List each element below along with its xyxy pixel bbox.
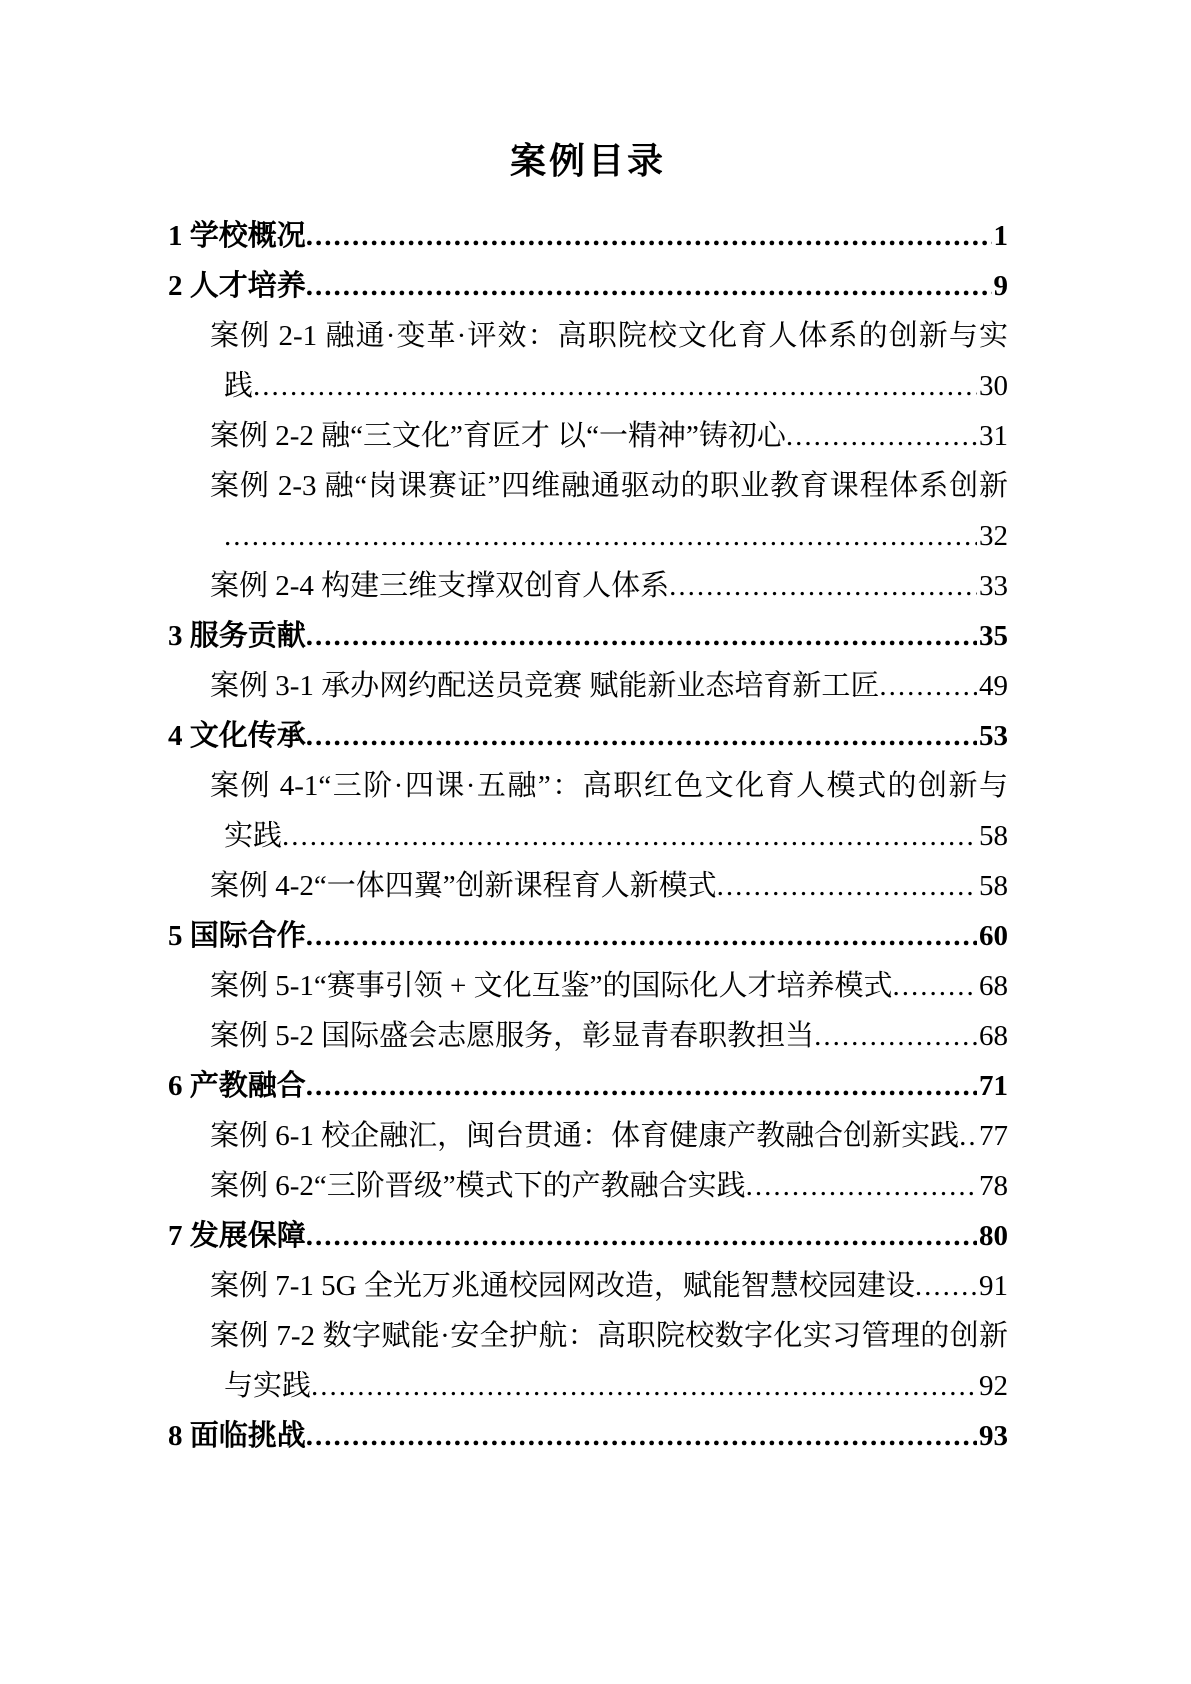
dot-leader xyxy=(224,511,977,561)
toc-entry-text: 案例 5-2 国际盛会志愿服务，彰显青春职教担当 xyxy=(210,1020,815,1053)
toc-entry-text: 案例 2-3 融“岗课赛证”四维融通驱动的职业教育课程体系创新 xyxy=(210,470,1008,503)
toc-entry-row xyxy=(168,1011,1008,1061)
toc-entry-text: 案例 2-4 构建三维支撑双创育人体系 xyxy=(210,570,670,603)
dot-leader xyxy=(814,1011,977,1061)
dot-leader xyxy=(959,1111,977,1161)
toc xyxy=(168,211,1008,1461)
toc-entry-text: 案例 2-2 融“三文化”育匠才 以“一精神”铸初心 xyxy=(210,420,786,453)
dot-leader xyxy=(879,661,977,711)
dot-leader xyxy=(253,361,977,411)
toc-entry-5[interactable] xyxy=(168,911,1008,961)
toc-entry-text: 案例 4-1“三阶·四课·五融”：高职红色文化育人模式的创新与 xyxy=(210,770,1008,803)
toc-entry-6-1[interactable] xyxy=(168,1111,1008,1161)
page-number: 33 xyxy=(979,570,1008,603)
page-title: 案例目录 xyxy=(509,141,666,181)
page-number: 53 xyxy=(979,720,1008,753)
page-number: 68 xyxy=(979,1020,1008,1053)
toc-entry-row xyxy=(168,1411,1008,1461)
dot-leader xyxy=(306,1061,977,1111)
toc-entry-text: 3 服务贡献 xyxy=(168,620,306,653)
page-number: 58 xyxy=(979,820,1008,853)
dot-leader xyxy=(893,961,977,1011)
dot-leader xyxy=(306,211,992,261)
toc-entry-text: 5 国际合作 xyxy=(168,920,306,953)
toc-entry-row xyxy=(168,911,1008,961)
toc-entry-2[interactable] xyxy=(168,261,1008,311)
page-number: 32 xyxy=(979,520,1008,553)
toc-entry-text: 1 学校概况 xyxy=(168,220,306,253)
toc-entry-text: 2 人才培养 xyxy=(168,270,306,303)
page-number: 35 xyxy=(979,620,1008,653)
toc-entry-row xyxy=(168,211,1008,261)
toc-entry-7-1[interactable] xyxy=(168,1261,1008,1311)
toc-entry-7[interactable] xyxy=(168,1211,1008,1261)
page-number: 78 xyxy=(979,1170,1008,1203)
page-number: 49 xyxy=(979,670,1008,703)
toc-entry-row xyxy=(168,1161,1008,1211)
toc-entry-row xyxy=(168,961,1008,1011)
toc-entry-text: 案例 6-1 校企融汇，闽台贯通：体育健康产教融合创新实践 xyxy=(210,1120,960,1153)
toc-entry-8[interactable] xyxy=(168,1411,1008,1461)
dot-leader xyxy=(311,1361,977,1411)
dot-leader xyxy=(746,1161,977,1211)
toc-entry-4[interactable] xyxy=(168,711,1008,761)
toc-entry-6-2[interactable] xyxy=(168,1161,1008,1211)
toc-entry-text: 4 文化传承 xyxy=(168,720,306,753)
toc-entry-text: 8 面临挑战 xyxy=(168,1420,306,1453)
toc-entry-row xyxy=(168,711,1008,761)
toc-entry-1[interactable] xyxy=(168,211,1008,261)
toc-entry-3[interactable] xyxy=(168,611,1008,661)
toc-entry-row xyxy=(168,261,1008,311)
toc-entry-row xyxy=(168,411,1008,461)
page-number: 68 xyxy=(979,970,1008,1003)
page-number: 1 xyxy=(993,220,1008,253)
toc-entry-row xyxy=(168,561,1008,611)
toc-entry-row xyxy=(168,611,1008,661)
dot-leader xyxy=(717,861,977,911)
dot-leader xyxy=(306,911,977,961)
toc-entry-3-1[interactable] xyxy=(168,661,1008,711)
page-number: 9 xyxy=(993,270,1008,303)
page-number: 71 xyxy=(979,1070,1008,1103)
dot-leader xyxy=(306,261,992,311)
page-number: 31 xyxy=(979,420,1008,453)
toc-entry-row xyxy=(168,1061,1008,1111)
dot-leader xyxy=(306,611,977,661)
toc-entry-2-1[interactable] xyxy=(168,311,1008,411)
toc-entry-row xyxy=(168,361,1008,411)
toc-entry-text: 7 发展保障 xyxy=(168,1220,306,1253)
toc-entry-text: 案例 3-1 承办网约配送员竞赛 赋能新业态培育新工匠 xyxy=(210,670,880,703)
toc-entry-text: 案例 2-1 融通·变革·评效：高职院校文化育人体系的创新与实 xyxy=(210,320,1008,353)
toc-entry-5-2[interactable] xyxy=(168,1011,1008,1061)
toc-entry-text: 实践 xyxy=(224,820,283,853)
dot-leader xyxy=(306,1411,977,1461)
toc-entry-2-3[interactable] xyxy=(168,461,1008,561)
toc-entry-text: 案例 6-2“三阶晋级”模式下的产教融合实践 xyxy=(210,1170,746,1203)
toc-entry-6[interactable] xyxy=(168,1061,1008,1111)
page-number: 58 xyxy=(979,870,1008,903)
toc-entry-text: 案例 4-2“一体四翼”创新课程育人新模式 xyxy=(210,870,717,903)
toc-entry-text: 践 xyxy=(224,370,254,403)
toc-entry-text: 案例 7-2 数字赋能·安全护航：高职院校数字化实习管理的创新 xyxy=(210,1320,1008,1353)
page-number: 91 xyxy=(979,1270,1008,1303)
page-number: 93 xyxy=(979,1420,1008,1453)
dot-leader xyxy=(669,561,977,611)
page-number: 30 xyxy=(979,370,1008,403)
toc-entry-row xyxy=(168,511,1008,561)
toc-entry-text: 案例 5-1“赛事引领 + 文化互鉴”的国际化人才培养模式 xyxy=(210,970,893,1003)
toc-entry-4-1[interactable] xyxy=(168,761,1008,861)
toc-entry-row xyxy=(168,1361,1008,1411)
dot-leader xyxy=(306,711,977,761)
dot-leader xyxy=(282,811,977,861)
toc-entry-row xyxy=(168,811,1008,861)
toc-entry-row xyxy=(168,861,1008,911)
toc-entry-2-4[interactable] xyxy=(168,561,1008,611)
toc-entry-row xyxy=(168,1261,1008,1311)
page-number: 77 xyxy=(979,1120,1008,1153)
toc-entry-row xyxy=(168,1211,1008,1261)
toc-entry-row xyxy=(168,661,1008,711)
dot-leader xyxy=(786,411,977,461)
dot-leader xyxy=(306,1211,977,1261)
toc-entry-text: 与实践 xyxy=(224,1370,312,1403)
dot-leader xyxy=(915,1261,977,1311)
page-number: 60 xyxy=(979,920,1008,953)
toc-entry-text: 案例 7-1 5G 全光万兆通校园网改造，赋能智慧校园建设 xyxy=(210,1270,915,1303)
page-number: 92 xyxy=(979,1370,1008,1403)
page-number: 80 xyxy=(979,1220,1008,1253)
toc-entry-text: 6 产教融合 xyxy=(168,1070,306,1103)
toc-entry-7-2[interactable] xyxy=(168,1311,1008,1411)
toc-entry-2-2[interactable] xyxy=(168,411,1008,461)
toc-entry-5-1[interactable] xyxy=(168,961,1008,1011)
toc-entry-row xyxy=(168,1111,1008,1161)
toc-entry-4-2[interactable] xyxy=(168,861,1008,911)
